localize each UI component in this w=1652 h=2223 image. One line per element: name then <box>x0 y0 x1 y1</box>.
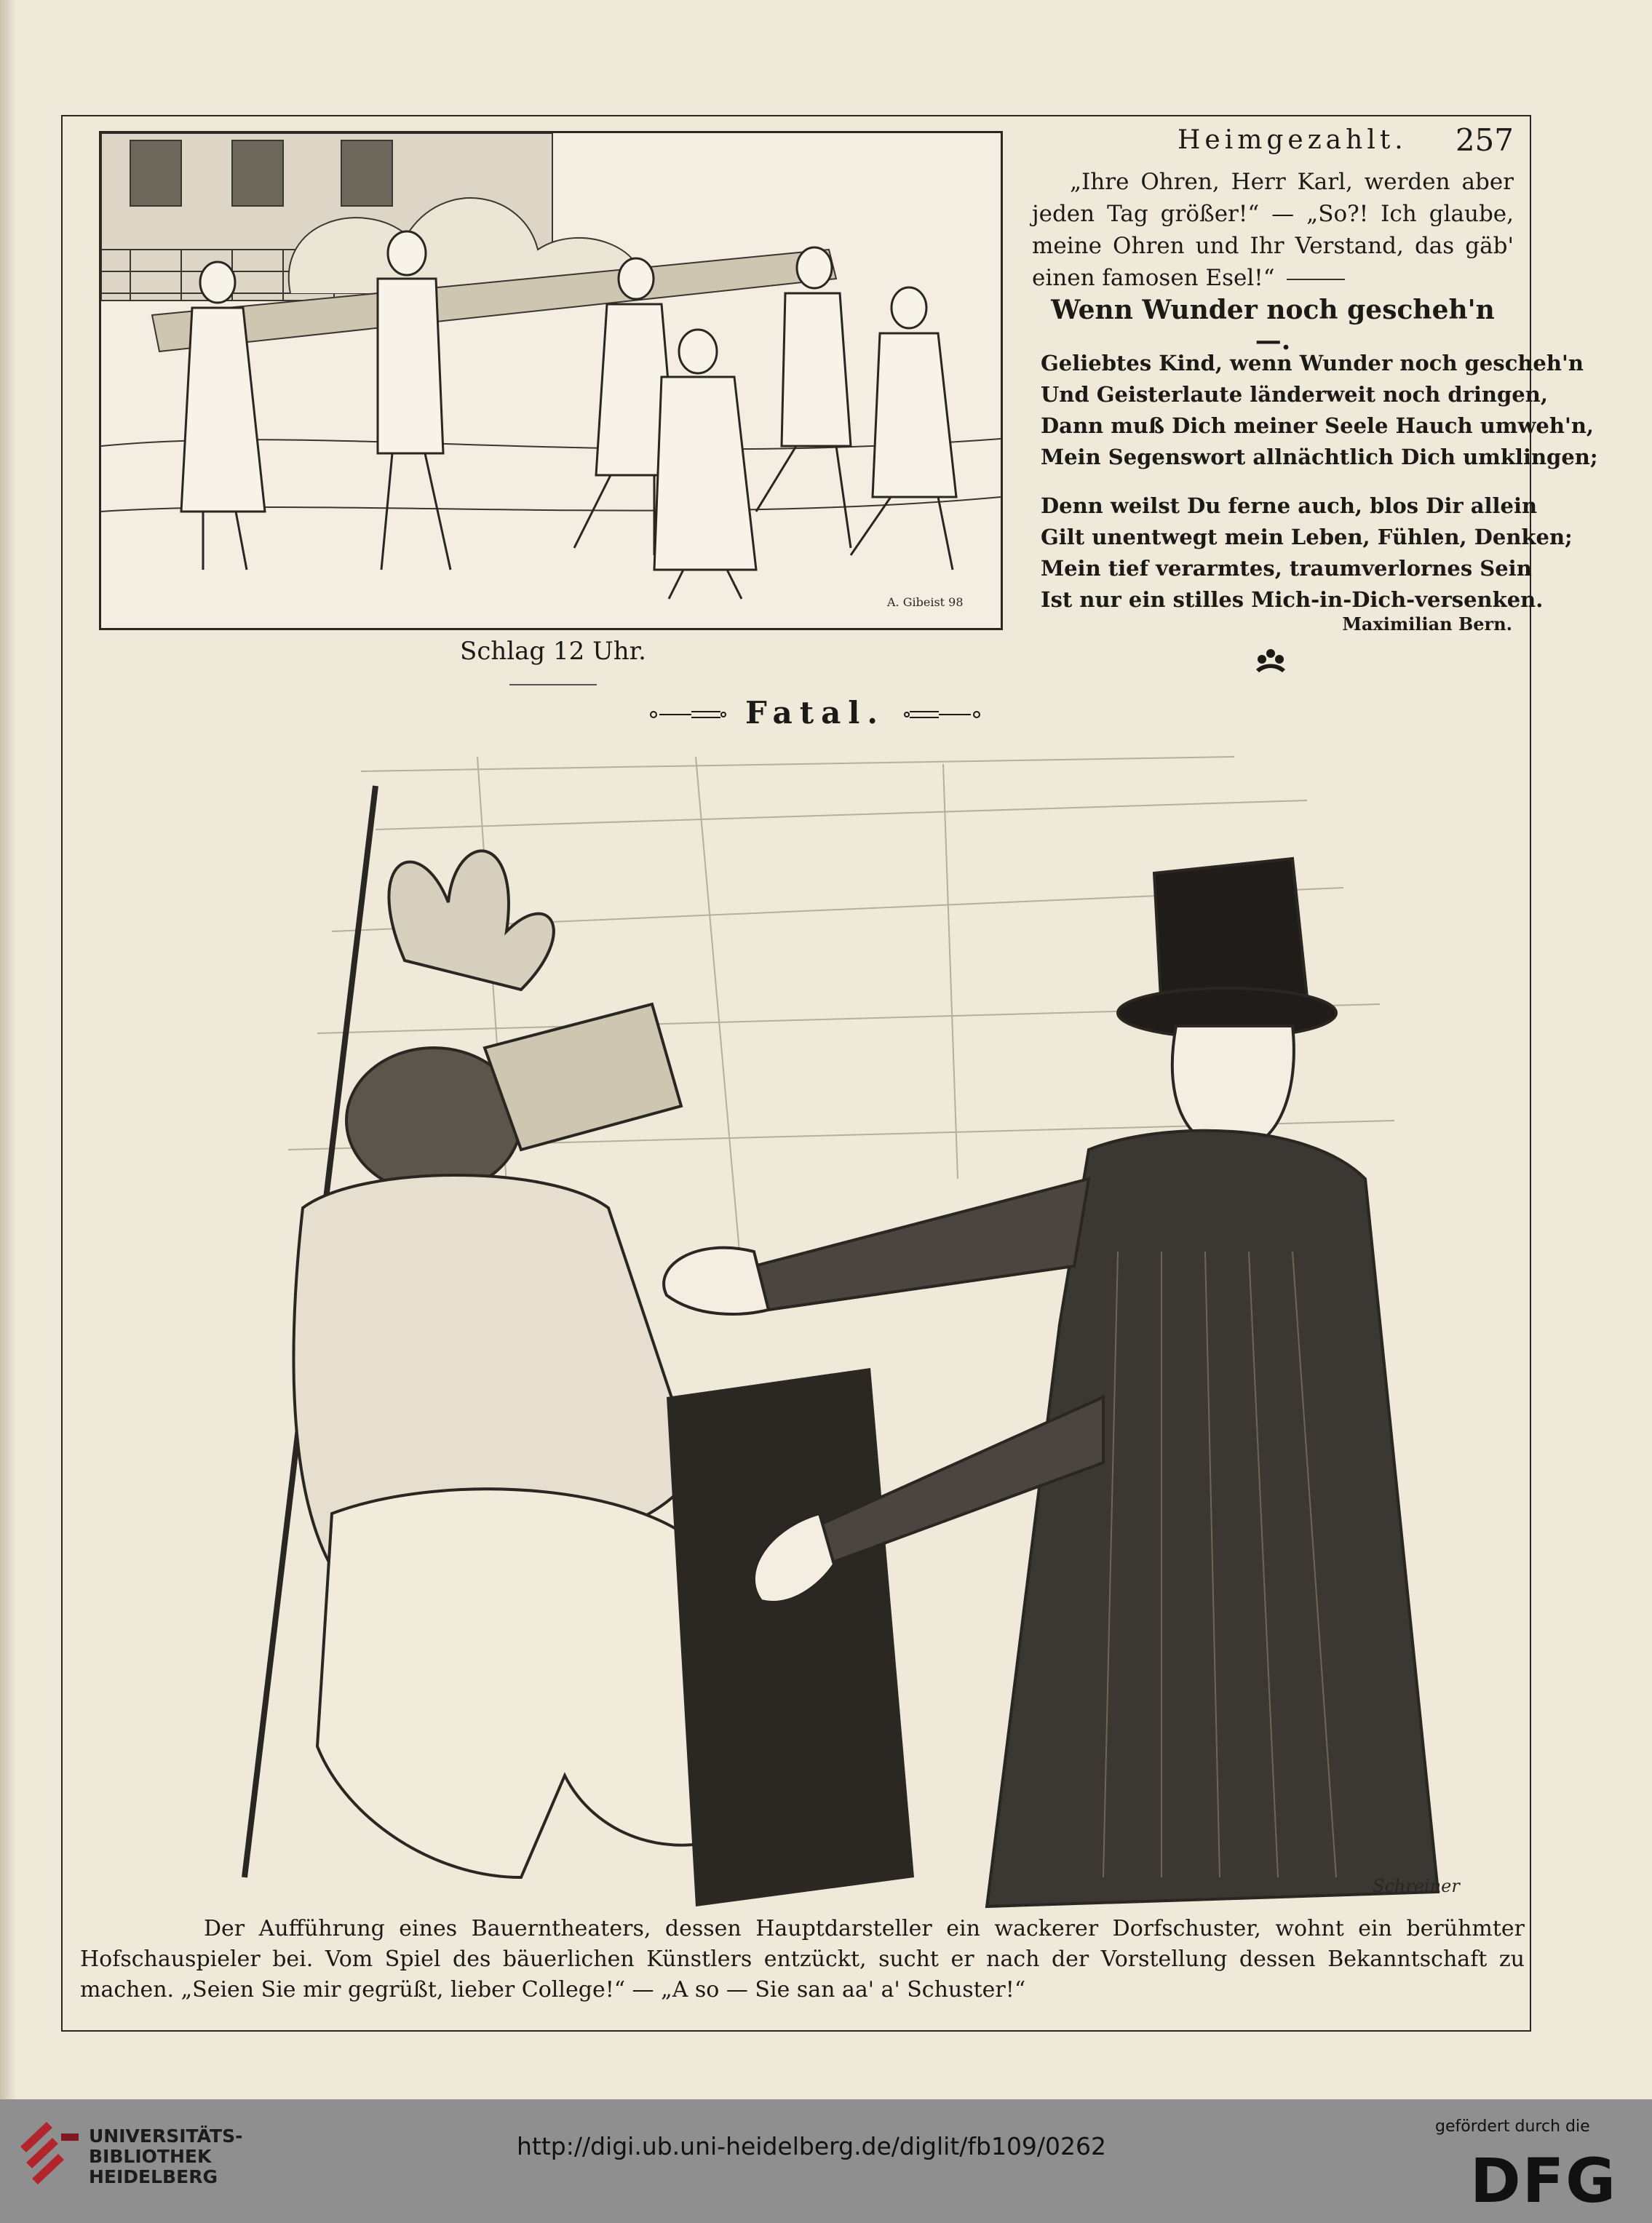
worker-figure-5 <box>756 247 851 548</box>
illustration-actor-and-shoemaker <box>143 742 1482 1914</box>
university-library-logo-icon <box>17 2119 80 2184</box>
story-text <box>80 1914 1525 2005</box>
poem-verse: Dann muß Dich meiner Seele Hauch umweh'n, <box>1041 413 1595 438</box>
dialogue-text: „Ihre Ohren, Herr Karl, werden aber jeden Tag größer!“ — „So?! Ich glaube, meine Ohren und Ihr Verstand, das gäb' einen famosen Esel!“ <box>1032 169 1514 291</box>
poem-verse: Gilt unentwegt mein Leben, Fühlen, Denken; <box>1041 525 1573 549</box>
page-number: 257 <box>1455 122 1514 158</box>
permalink-url[interactable]: http://digi.ub.uni-heidelberg.de/diglit/fb109/0262 <box>517 2132 1107 2160</box>
digitization-footer <box>0 2099 1652 2223</box>
illustration-signature-schreiner: Schreiner <box>1373 1876 1460 1896</box>
poem-stanza-2 <box>1041 490 1573 616</box>
dfg-logo: DFG <box>1470 2145 1618 2216</box>
caption-divider <box>509 684 597 685</box>
library-name-line: BIBLIOTHEK <box>89 2146 212 2167</box>
illustration-caption: Schlag 12 Uhr. <box>460 637 646 666</box>
illustration-signature: A. Gibeist 98 <box>887 595 964 609</box>
running-title: Heimgezahlt. <box>1178 125 1407 155</box>
dialogue-joke <box>1032 166 1514 294</box>
poem-author: Maximilian Bern. <box>1342 613 1512 635</box>
library-name <box>89 2126 242 2187</box>
dialogue-rule <box>1287 279 1345 280</box>
library-name-line: HEIDELBERG <box>89 2166 218 2187</box>
poem-stanza-1 <box>1041 348 1598 473</box>
workers-drawing <box>101 133 1001 628</box>
story-paragraph: Der Aufführung eines Bauerntheaters, dessen Hauptdarsteller ein wackerer Dorfschuster, wohnt ein berühmter Hofschauspieler bei. Vom Spiel des bäuerlichen Künstlers entzückt, sucht er nach der Vorstellung dessen Bekanntschaft zu machen. „Seien Sie mir gegrüßt, lieber College!“ — „A so — Sie san aa' a' Schuster!“ <box>80 1916 1525 2003</box>
poem <box>1041 348 1598 633</box>
page-header <box>1157 122 1514 163</box>
worker-figure-6 <box>851 287 956 570</box>
library-name-line: UNIVERSITÄTS- <box>89 2125 243 2147</box>
funded-by-label: gefördert durch die <box>1435 2117 1590 2136</box>
poem-verse: Und Geisterlaute länderweit noch dringen, <box>1041 382 1548 407</box>
worker-figure-4 <box>654 330 756 599</box>
fatal-title: Fatal. <box>745 695 885 731</box>
poem-verse: Mein tief verarmtes, traumverlornes Sein <box>1041 556 1532 581</box>
poem-verse: Mein Segenswort allnächtlich Dich umklingen; <box>1041 445 1598 469</box>
poem-title: Wenn Wunder noch gescheh'n —. <box>1051 295 1495 356</box>
poem-verse: Ist nur ein stilles Mich-in-Dich-versenken. <box>1041 587 1544 612</box>
fatal-heading <box>626 695 1004 731</box>
fleuron-icon <box>1253 648 1288 674</box>
heading-ornament-right-icon <box>902 709 982 720</box>
fatal-drawing <box>143 742 1482 1914</box>
poem-verse: Denn weilst Du ferne auch, blos Dir allein <box>1041 493 1538 518</box>
illustration-workers-noon <box>99 131 1003 630</box>
heading-ornament-left-icon <box>648 709 728 720</box>
poem-verse: Geliebtes Kind, wenn Wunder noch gescheh'n <box>1041 351 1584 375</box>
page-spine-shadow <box>0 0 16 2099</box>
